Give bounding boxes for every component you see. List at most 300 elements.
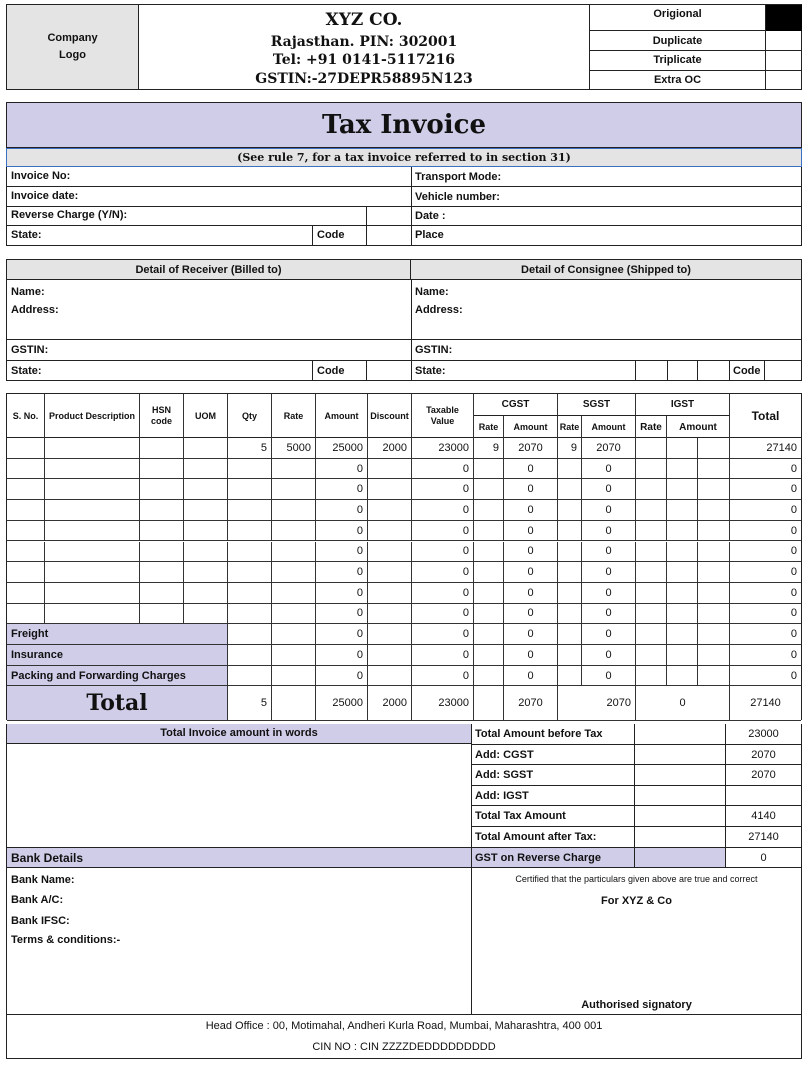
- cell-sno[interactable]: [7, 521, 45, 542]
- bank-ifsc-label: Bank IFSC:: [11, 915, 70, 927]
- cell-taxable[interactable]: 0: [412, 542, 474, 563]
- cell-hsn[interactable]: [140, 521, 184, 542]
- cell-hsn[interactable]: [140, 583, 184, 604]
- cell-igst-rate[interactable]: [636, 624, 667, 645]
- col-igst: IGST: [636, 394, 730, 416]
- col-total: Total: [751, 408, 780, 423]
- cell-taxable[interactable]: 0: [412, 583, 474, 604]
- cell-cgst-amt[interactable]: 0: [504, 521, 558, 542]
- cell-rate[interactable]: [272, 583, 316, 604]
- col-cgst-amount: Amount: [504, 416, 558, 438]
- cell-cgst-amt[interactable]: 0: [504, 500, 558, 521]
- for-company-text: For XYZ & Co: [601, 895, 672, 907]
- col-cgst: CGST: [474, 394, 558, 416]
- cell-cgst-rate[interactable]: 9: [474, 438, 504, 459]
- cell-uom[interactable]: [184, 604, 228, 625]
- summary-value[interactable]: 0: [726, 848, 802, 869]
- cell-discount[interactable]: [368, 583, 412, 604]
- cell-taxable[interactable]: 0: [412, 624, 474, 645]
- cell-sgst-amt[interactable]: 0: [582, 624, 636, 645]
- summary-label: Add: IGST: [472, 786, 635, 807]
- cell-amount[interactable]: 0: [316, 521, 368, 542]
- invoice-no-label: Invoice No:: [11, 170, 71, 182]
- cell-cgst-rate[interactable]: [474, 562, 504, 583]
- amount-words-header: [7, 724, 471, 744]
- invoice-info-section: [6, 167, 802, 246]
- summary-blank: [635, 745, 726, 766]
- company-address: Rajasthan. PIN: 302001: [270, 34, 458, 50]
- copy-type-box: [589, 4, 802, 90]
- cell-sgst-rate[interactable]: [558, 583, 582, 604]
- cell-taxable[interactable]: 0: [412, 666, 474, 687]
- cell-igst-amt[interactable]: [667, 542, 698, 563]
- receiver-state-label: State:: [11, 365, 42, 377]
- summary-value[interactable]: 27140: [726, 827, 802, 848]
- cell-total[interactable]: 0: [730, 500, 801, 521]
- copy-triplicate-checkbox[interactable]: [766, 51, 802, 71]
- cell-sgst-rate[interactable]: [558, 645, 582, 666]
- cell-cgst-amt[interactable]: 0: [504, 479, 558, 500]
- cell-qty[interactable]: 5: [228, 438, 272, 459]
- state-code-label: Code: [317, 229, 345, 241]
- cell-uom[interactable]: [184, 459, 228, 480]
- summary-blank: [635, 765, 726, 786]
- cell-sgst-amt[interactable]: 0: [582, 479, 636, 500]
- cell-discount[interactable]: [368, 604, 412, 625]
- col-discount: Discount: [368, 394, 412, 438]
- summary-label: Add: SGST: [472, 765, 635, 786]
- cell-desc[interactable]: [45, 521, 140, 542]
- cell-hsn[interactable]: [140, 542, 184, 563]
- cell-amount[interactable]: 0: [316, 542, 368, 563]
- cell-discount[interactable]: 2000: [368, 438, 412, 459]
- cell-taxable[interactable]: 0: [412, 562, 474, 583]
- cell-sgst-rate[interactable]: [558, 542, 582, 563]
- cell-cgst-rate[interactable]: [474, 542, 504, 563]
- cell-igst-amt2[interactable]: [698, 479, 730, 500]
- cell-igst-amt2[interactable]: [698, 562, 730, 583]
- cell-sno[interactable]: [7, 583, 45, 604]
- cell-qty[interactable]: [228, 562, 272, 583]
- col-amount: Amount: [316, 394, 368, 438]
- cell-total[interactable]: 27140: [730, 438, 801, 459]
- cell-taxable[interactable]: 23000: [412, 438, 474, 459]
- col-sno: S. No.: [7, 394, 45, 438]
- consignee-state-label: State:: [415, 365, 446, 377]
- cell-cgst-rate[interactable]: [474, 624, 504, 645]
- cell-qty[interactable]: [228, 645, 272, 666]
- cell-desc[interactable]: [45, 562, 140, 583]
- cell-cgst-rate[interactable]: [474, 479, 504, 500]
- cell-discount[interactable]: [368, 624, 412, 645]
- cell-sgst-amt[interactable]: 0: [582, 562, 636, 583]
- cell-sno[interactable]: [7, 604, 45, 625]
- cell-desc[interactable]: [45, 583, 140, 604]
- total-cgst-amt: 2070: [504, 686, 558, 721]
- vehicle-number-label: Vehicle number:: [415, 191, 500, 203]
- cell-igst-rate[interactable]: [636, 459, 667, 480]
- cell-qty[interactable]: [228, 459, 272, 480]
- summary-value[interactable]: 4140: [726, 806, 802, 827]
- total-sgst-amt: 2070: [558, 686, 636, 721]
- cell-igst-rate[interactable]: [636, 521, 667, 542]
- copy-original[interactable]: Origional: [590, 5, 766, 31]
- cell-hsn[interactable]: [140, 459, 184, 480]
- cell-igst-amt[interactable]: [667, 562, 698, 583]
- cell-igst-rate[interactable]: [636, 479, 667, 500]
- total-cgst-rate: [474, 686, 504, 721]
- charge-label: Freight: [7, 624, 228, 645]
- cell-qty[interactable]: [228, 479, 272, 500]
- cell-rate[interactable]: [272, 521, 316, 542]
- cell-discount[interactable]: [368, 500, 412, 521]
- cell-qty[interactable]: [228, 521, 272, 542]
- cell-total[interactable]: 0: [730, 521, 801, 542]
- party-details-section: [6, 259, 802, 381]
- summary-blank: [635, 848, 726, 869]
- cell-discount[interactable]: [368, 459, 412, 480]
- cell-cgst-amt[interactable]: 0: [504, 604, 558, 625]
- cell-sgst-amt[interactable]: 0: [582, 604, 636, 625]
- cell-taxable[interactable]: 0: [412, 645, 474, 666]
- cell-rate[interactable]: [272, 459, 316, 480]
- cell-total[interactable]: 0: [730, 583, 801, 604]
- cell-igst-amt[interactable]: [667, 624, 698, 645]
- cell-sgst-rate[interactable]: [558, 666, 582, 687]
- cell-rate[interactable]: [272, 666, 316, 687]
- bank-section: [6, 848, 472, 1015]
- cell-total[interactable]: 0: [730, 624, 801, 645]
- cell-sgst-amt[interactable]: 0: [582, 500, 636, 521]
- cell-igst-amt[interactable]: [667, 500, 698, 521]
- summary-table: [472, 724, 802, 868]
- cell-qty[interactable]: [228, 604, 272, 625]
- cell-igst-amt[interactable]: [667, 479, 698, 500]
- cell-igst-amt[interactable]: [667, 583, 698, 604]
- cell-uom[interactable]: [184, 542, 228, 563]
- cell-sgst-amt[interactable]: 0: [582, 521, 636, 542]
- copy-duplicate-checkbox[interactable]: [766, 31, 802, 51]
- summary-label: GST on Reverse Charge: [472, 848, 635, 869]
- terms-label: Terms & conditions:-: [11, 934, 121, 946]
- company-phone: Tel: +91 0141-5117216: [272, 52, 456, 68]
- cell-hsn[interactable]: [140, 479, 184, 500]
- summary-label: Total Amount before Tax: [472, 724, 635, 745]
- cell-sgst-amt[interactable]: 2070: [582, 438, 636, 459]
- col-rate: Rate: [272, 394, 316, 438]
- cell-amount[interactable]: 0: [316, 562, 368, 583]
- cell-igst-amt2[interactable]: [698, 438, 730, 459]
- company-logo-text: Company Logo: [47, 32, 98, 61]
- cell-taxable[interactable]: 0: [412, 521, 474, 542]
- cell-igst-amt[interactable]: [667, 459, 698, 480]
- cell-amount[interactable]: 0: [316, 645, 368, 666]
- cell-rate[interactable]: [272, 479, 316, 500]
- cell-sno[interactable]: [7, 479, 45, 500]
- cell-sgst-amt[interactable]: 0: [582, 459, 636, 480]
- cell-igst-amt[interactable]: [667, 666, 698, 687]
- cell-igst-rate[interactable]: [636, 666, 667, 687]
- cell-cgst-amt[interactable]: 2070: [504, 438, 558, 459]
- cell-cgst-rate[interactable]: [474, 500, 504, 521]
- cell-igst-rate[interactable]: [636, 542, 667, 563]
- cell-discount[interactable]: [368, 645, 412, 666]
- cell-total[interactable]: 0: [730, 604, 801, 625]
- cell-sno[interactable]: [7, 500, 45, 521]
- cell-hsn[interactable]: [140, 604, 184, 625]
- cell-igst-amt2[interactable]: [698, 624, 730, 645]
- cell-igst-rate[interactable]: [636, 645, 667, 666]
- summary-label: Total Amount after Tax:: [472, 827, 635, 848]
- cell-igst-amt2[interactable]: [698, 542, 730, 563]
- cell-igst-amt2[interactable]: [698, 500, 730, 521]
- cell-qty[interactable]: [228, 500, 272, 521]
- cell-qty[interactable]: [228, 666, 272, 687]
- cell-discount[interactable]: [368, 666, 412, 687]
- cell-discount[interactable]: [368, 521, 412, 542]
- cell-sgst-rate[interactable]: [558, 500, 582, 521]
- cell-uom[interactable]: [184, 479, 228, 500]
- cell-taxable[interactable]: 0: [412, 604, 474, 625]
- cell-igst-amt2[interactable]: [698, 521, 730, 542]
- state-label: State:: [11, 229, 42, 241]
- cell-igst-amt2[interactable]: [698, 645, 730, 666]
- col-igst-rate: Rate: [636, 416, 667, 438]
- cell-cgst-amt[interactable]: 0: [504, 459, 558, 480]
- cell-rate[interactable]: [272, 645, 316, 666]
- consignee-title: Detail of Consignee (Shipped to): [521, 264, 691, 276]
- summary-value[interactable]: 2070: [726, 765, 802, 786]
- company-logo-box: [6, 4, 139, 90]
- receiver-header: [7, 260, 411, 280]
- company-info-block: [139, 4, 589, 90]
- receiver-address-label: Address:: [11, 304, 59, 316]
- cell-sgst-rate[interactable]: [558, 521, 582, 542]
- charge-label: Insurance: [7, 645, 228, 666]
- cell-cgst-rate[interactable]: [474, 645, 504, 666]
- cell-qty[interactable]: [228, 542, 272, 563]
- cell-igst-rate[interactable]: [636, 562, 667, 583]
- company-gstin: GSTIN:-27DEPR58895N123: [255, 71, 473, 87]
- cell-desc[interactable]: [45, 438, 140, 459]
- total-qty: 5: [228, 686, 272, 721]
- cell-igst-rate[interactable]: [636, 438, 667, 459]
- cell-amount[interactable]: 0: [316, 583, 368, 604]
- cell-desc[interactable]: [45, 604, 140, 625]
- cell-sgst-rate[interactable]: [558, 459, 582, 480]
- cell-amount[interactable]: 0: [316, 604, 368, 625]
- receiver-gstin-label: GSTIN:: [11, 344, 49, 356]
- cell-uom[interactable]: [184, 438, 228, 459]
- invoice-date-label: Invoice date:: [11, 190, 79, 202]
- copy-extra[interactable]: Extra OC: [590, 71, 766, 89]
- cell-igst-rate[interactable]: [636, 583, 667, 604]
- cell-amount[interactable]: 0: [316, 666, 368, 687]
- invoice-subtitle-bar: [6, 148, 802, 167]
- cell-qty[interactable]: [228, 624, 272, 645]
- consignee-name-label: Name:: [415, 286, 449, 298]
- cell-desc[interactable]: [45, 459, 140, 480]
- col-sgst-rate: Rate: [558, 416, 582, 438]
- invoice-title: Tax Invoice: [321, 110, 487, 140]
- summary-value[interactable]: [726, 786, 802, 807]
- summary-blank: [635, 786, 726, 807]
- cell-sno[interactable]: [7, 542, 45, 563]
- cell-cgst-amt[interactable]: 0: [504, 624, 558, 645]
- col-taxable: Taxable Value: [412, 394, 474, 438]
- cell-discount[interactable]: [368, 542, 412, 563]
- cell-igst-rate[interactable]: [636, 500, 667, 521]
- col-sgst: SGST: [558, 394, 636, 416]
- cell-discount[interactable]: [368, 479, 412, 500]
- col-qty: Qty: [228, 394, 272, 438]
- cell-sno[interactable]: [7, 438, 45, 459]
- cell-rate[interactable]: [272, 604, 316, 625]
- cell-rate[interactable]: [272, 562, 316, 583]
- cell-amount[interactable]: 0: [316, 624, 368, 645]
- bank-header: [7, 848, 471, 868]
- summary-value[interactable]: 2070: [726, 745, 802, 766]
- summary-value[interactable]: 23000: [726, 724, 802, 745]
- summary-blank: [635, 827, 726, 848]
- cell-sgst-rate[interactable]: [558, 604, 582, 625]
- cell-taxable[interactable]: 0: [412, 500, 474, 521]
- col-hsn: HSN code: [140, 394, 184, 438]
- date-label: Date :: [415, 210, 446, 222]
- cin-text: CIN NO : CIN ZZZZDEDDDDDDDDD: [312, 1041, 496, 1053]
- items-table: [6, 393, 802, 720]
- cell-sgst-amt[interactable]: 0: [582, 645, 636, 666]
- cell-total[interactable]: 0: [730, 479, 801, 500]
- cell-amount[interactable]: 0: [316, 459, 368, 480]
- cell-total[interactable]: 0: [730, 562, 801, 583]
- table-header: [7, 394, 801, 438]
- cell-desc[interactable]: [45, 479, 140, 500]
- cell-amount[interactable]: 0: [316, 500, 368, 521]
- cell-sgst-amt[interactable]: 0: [582, 666, 636, 687]
- cell-total[interactable]: 0: [730, 666, 801, 687]
- cell-cgst-rate[interactable]: [474, 666, 504, 687]
- cell-total[interactable]: 0: [730, 459, 801, 480]
- total-rate: [272, 686, 316, 721]
- cell-cgst-rate[interactable]: [474, 583, 504, 604]
- cell-igst-amt[interactable]: [667, 521, 698, 542]
- signature-section: [472, 868, 802, 1015]
- consignee-address-label: Address:: [415, 304, 463, 316]
- cell-sgst-rate[interactable]: [558, 479, 582, 500]
- invoice-title-bar: [6, 102, 802, 148]
- cell-sno[interactable]: [7, 562, 45, 583]
- cell-uom[interactable]: [184, 500, 228, 521]
- cell-igst-amt2[interactable]: [698, 666, 730, 687]
- cell-cgst-amt[interactable]: 0: [504, 645, 558, 666]
- cell-cgst-rate[interactable]: [474, 604, 504, 625]
- summary-blank: [635, 806, 726, 827]
- place-label: Place: [415, 229, 444, 241]
- cell-cgst-amt[interactable]: 0: [504, 542, 558, 563]
- reverse-charge-label: Reverse Charge (Y/N):: [11, 209, 128, 221]
- footer-section: [6, 1015, 802, 1059]
- copy-triplicate[interactable]: Triplicate: [590, 51, 766, 71]
- cell-amount[interactable]: 25000: [316, 438, 368, 459]
- cell-hsn[interactable]: [140, 562, 184, 583]
- cell-cgst-amt[interactable]: 0: [504, 666, 558, 687]
- total-total: 27140: [730, 686, 801, 721]
- receiver-title: Detail of Receiver (Billed to): [135, 264, 282, 276]
- cell-hsn[interactable]: [140, 438, 184, 459]
- copy-original-checkbox[interactable]: [766, 5, 802, 31]
- cell-uom[interactable]: [184, 521, 228, 542]
- cell-qty[interactable]: [228, 583, 272, 604]
- company-name: XYZ CO.: [325, 10, 403, 30]
- cell-sno[interactable]: [7, 459, 45, 480]
- col-sgst-amount: Amount: [582, 416, 636, 438]
- summary-label: Total Tax Amount: [472, 806, 635, 827]
- cell-igst-amt[interactable]: [667, 604, 698, 625]
- cell-total[interactable]: 0: [730, 645, 801, 666]
- cell-hsn[interactable]: [140, 500, 184, 521]
- cell-discount[interactable]: [368, 562, 412, 583]
- cell-sgst-rate[interactable]: [558, 624, 582, 645]
- cell-taxable[interactable]: 0: [412, 479, 474, 500]
- total-taxable: 23000: [412, 686, 474, 721]
- summary-label: Add: CGST: [472, 745, 635, 766]
- bank-name-label: Bank Name:: [11, 874, 75, 886]
- cell-rate[interactable]: [272, 500, 316, 521]
- cell-desc[interactable]: [45, 542, 140, 563]
- cell-cgst-amt[interactable]: 0: [504, 562, 558, 583]
- col-cgst-rate: Rate: [474, 416, 504, 438]
- cell-igst-amt[interactable]: [667, 645, 698, 666]
- cell-cgst-rate[interactable]: [474, 521, 504, 542]
- cell-sgst-amt[interactable]: 0: [582, 542, 636, 563]
- consignee-code-label: Code: [733, 365, 761, 377]
- total-igst-amt: 0: [636, 686, 730, 721]
- cell-rate[interactable]: [272, 542, 316, 563]
- cell-igst-rate[interactable]: [636, 604, 667, 625]
- cell-taxable[interactable]: 0: [412, 459, 474, 480]
- cell-amount[interactable]: 0: [316, 479, 368, 500]
- cell-rate[interactable]: [272, 624, 316, 645]
- cell-cgst-amt[interactable]: 0: [504, 583, 558, 604]
- cell-cgst-rate[interactable]: [474, 459, 504, 480]
- bank-ac-label: Bank A/C:: [11, 894, 64, 906]
- cell-sgst-amt[interactable]: 0: [582, 583, 636, 604]
- cell-igst-amt2[interactable]: [698, 604, 730, 625]
- authorised-signatory-text: Authorised signatory: [581, 999, 692, 1011]
- consignee-gstin-label: GSTIN:: [415, 344, 453, 356]
- consignee-header: [411, 260, 801, 280]
- copy-duplicate[interactable]: Duplicate: [590, 31, 766, 51]
- cell-igst-amt2[interactable]: [698, 459, 730, 480]
- head-office-text: Head Office : 00, Motimahal, Andheri Kurla Road, Mumbai, Maharashtra, 400 001: [205, 1020, 603, 1032]
- cell-desc[interactable]: [45, 500, 140, 521]
- col-uom: UOM: [184, 394, 228, 438]
- total-discount: 2000: [368, 686, 412, 721]
- cell-sgst-rate[interactable]: [558, 562, 582, 583]
- charge-label: Packing and Forwarding Charges: [7, 666, 228, 687]
- cell-sgst-rate[interactable]: 9: [558, 438, 582, 459]
- cell-igst-amt[interactable]: [667, 438, 698, 459]
- cell-uom[interactable]: [184, 562, 228, 583]
- cell-total[interactable]: 0: [730, 542, 801, 563]
- cell-uom[interactable]: [184, 583, 228, 604]
- col-description: Product Description: [45, 394, 140, 438]
- cell-rate[interactable]: 5000: [272, 438, 316, 459]
- cell-igst-amt2[interactable]: [698, 583, 730, 604]
- summary-blank: [635, 724, 726, 745]
- transport-mode-label: Transport Mode:: [415, 171, 502, 183]
